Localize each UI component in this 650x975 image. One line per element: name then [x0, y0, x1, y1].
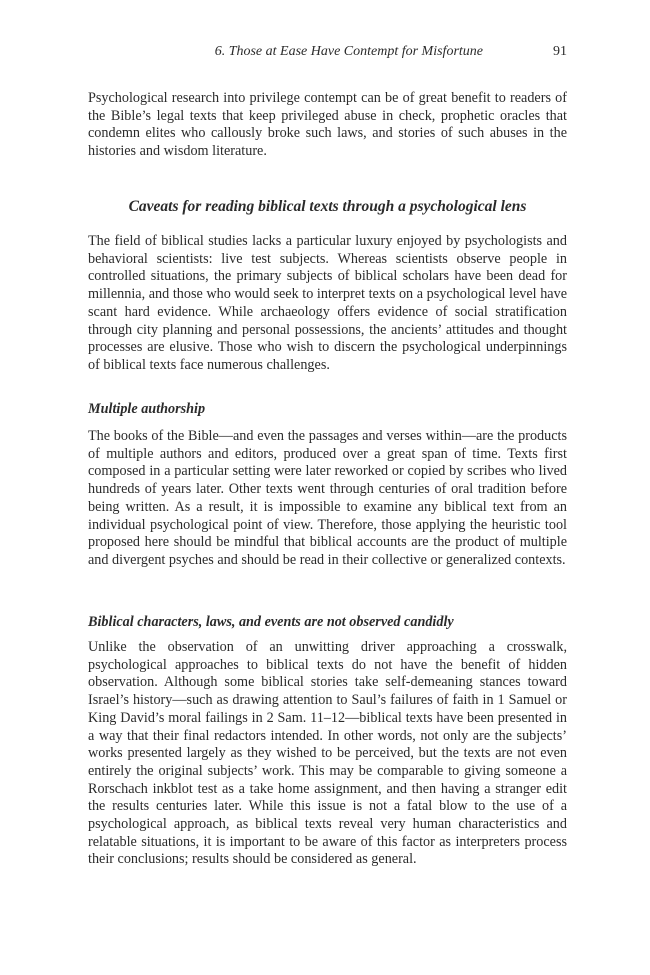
subsection-paragraph-multiple-authorship-block: [88, 428, 567, 570]
running-head: [88, 44, 567, 64]
section-paragraph: The field of biblical studies lacks a particular luxury enjoyed by psychologists and behavioral scientists: live test subjects. Whereas scientists observe people in controlled situations, the primary subjects of biblical scholars have been dead for millennia, and those who would seek to interpret texts on a psychological level have scant hard evidence. While archaeology offers evidence of social stratification through city planning and personal possessions, the ancients’ attitudes and thought processes are elusive. Those who wish to discern the psychological underpinnings of biblical texts face numerous challenges.: [88, 233, 567, 373]
section-heading: Caveats for reading biblical texts through a psychological lens: [128, 198, 527, 215]
subsection-paragraph-not-observed-candidly: Unlike the observation of an unwitting driver approaching a crosswalk, psychological approaches to biblical texts do not have the benefit of hidden observation. Although some biblical stories take self-demeaning stances toward Israel’s history—such as drawing attention to Saul’s failures of faith in 1 Samuel or King David’s moral failings in 2 Sam. 11–12—biblical texts have been presented in a way that their final redactors intended. In other words, not only are the subjects’ works presented largely as they wished to be perceived, but the texts are not even entirely the original subjects’ work. This may be comparable to giving someone a Rorschach inkblot test as a take home assignment, and then having a stranger edit the results centuries later. While this issue is not a fatal blow to the use of a psychological approach, as biblical texts reveal very human characteristics and relatable situations, it is important to be aware of this factor as interpreters process their conclusions; results should be considered as general.: [88, 639, 567, 868]
intro-paragraph-block: [88, 90, 567, 161]
intro-paragraph: Psychological research into privilege contempt can be of great benefit to readers of the Bible’s legal texts that keep privileged abuse in check, prophetic oracles that condemn elites who callously broke such laws, and stories of such abuses in the histories and wisdom literature.: [88, 90, 567, 160]
subsection-paragraph-not-observed-candidly-block: [88, 639, 567, 869]
subsection-heading-multiple-authorship: Multiple authorship: [88, 401, 206, 417]
running-title: 6. Those at Ease Have Contempt for Misfortune: [214, 44, 483, 59]
section-paragraph-block: [88, 233, 567, 375]
subsection-heading-not-observed-candidly: Biblical characters, laws, and events are not observed candidly: [88, 614, 454, 630]
page-number: 91: [553, 44, 567, 59]
subsection-paragraph-multiple-authorship: The books of the Bible—and even the passages and verses within—are the products of multiple authors and editors, produced over a great span of time. Texts first composed in a particular setting were later reworked or copied by scribes who lived hundreds of years later. Other texts went through centuries of oral tradition before being written. As a result, it is impossible to examine any biblical text from an individual psychological point of view. Therefore, those applying the heuristic tool proposed here should be mindful that biblical accounts are the product of multiple and divergent psyches and should be read in their collective or generalized contexts.: [88, 428, 567, 568]
